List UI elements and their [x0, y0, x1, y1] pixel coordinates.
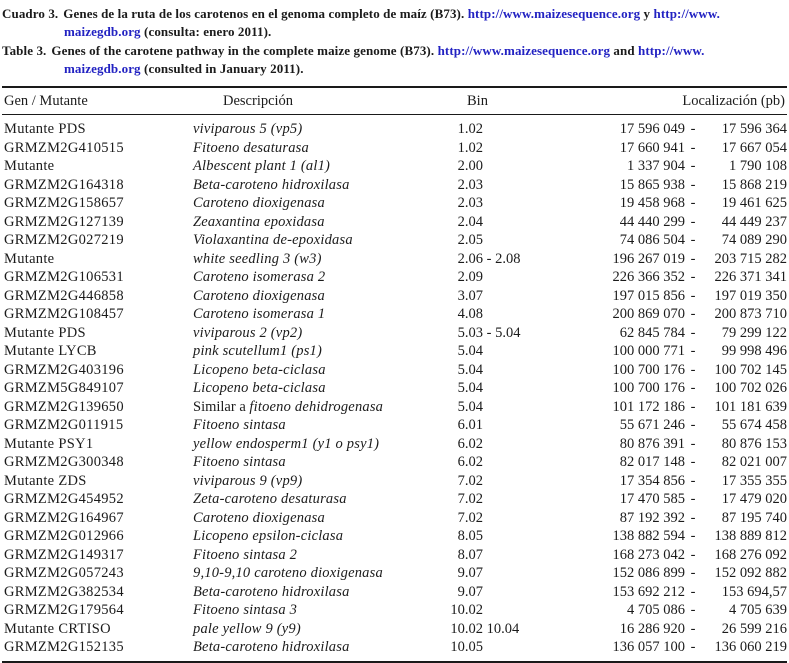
row-desc: pale yellow 9 (y9): [193, 620, 301, 637]
row-loc-end: 44 449 237: [721, 213, 787, 230]
table-row: [2, 139, 787, 158]
row-loc-end: 100 702 145: [714, 361, 787, 378]
link-maizegdb[interactable]: maizegdb.org: [64, 60, 141, 76]
row-loc-start: 74 086 504: [619, 232, 685, 248]
row-loc-dash: -: [690, 454, 696, 470]
row-loc-dash: -: [690, 620, 696, 637]
column-header-localization: Localización (pb): [682, 92, 785, 109]
row-loc-start: 17 660 941: [619, 139, 685, 156]
row-desc: white seedling 3 (w3): [193, 250, 322, 267]
row-desc: Fitoeno sintasa: [193, 454, 286, 470]
caption-label: Table 3.: [2, 43, 47, 58]
row-bin: 5.04: [457, 361, 483, 378]
gene-table-container: [2, 86, 787, 663]
column-header-bin: Bin: [467, 92, 488, 109]
row-bin-extra: - 2.08: [483, 250, 521, 267]
table-row: [2, 194, 787, 213]
row-loc-end: 1 790 108: [729, 158, 787, 174]
row-loc-start: 19 458 968: [619, 195, 685, 211]
table-row: [2, 509, 787, 528]
row-loc-start: 15 865 938: [619, 176, 685, 193]
row-bin: 2.04: [457, 213, 483, 230]
row-bin-extra: 10.04: [483, 620, 520, 637]
caption-text: Genes de la ruta de los carotenos en el genoma completo de maíz (B73).: [63, 6, 468, 21]
row-loc-start: 101 172 186: [612, 398, 685, 415]
row-bin: 2.06: [457, 250, 483, 267]
row-loc-end: 153 694,57: [721, 583, 787, 600]
row-desc: Albescent plant 1 (al1): [193, 158, 331, 174]
row-loc-dash: -: [690, 306, 696, 322]
row-loc-start: 44 440 299: [619, 213, 685, 230]
table-row: [2, 287, 787, 306]
row-desc: Caroteno isomerasa 1: [193, 306, 326, 322]
row-gene: GRMZM2G410515: [4, 139, 124, 156]
row-bin: 5.04: [457, 398, 483, 415]
row-loc-dash: -: [690, 491, 696, 507]
row-bin: 6.01: [457, 417, 483, 433]
row-loc-start: 153 692 212: [612, 583, 685, 600]
row-bin: 2.00: [457, 158, 483, 174]
row-bin: 2.03: [457, 195, 483, 211]
row-bin: 4.08: [457, 306, 483, 322]
row-bin: 10.05: [450, 639, 483, 655]
row-loc-dash: -: [690, 602, 696, 618]
row-gene: GRMZM2G152135: [4, 639, 124, 655]
row-gene: Mutante PDS: [4, 324, 86, 341]
row-loc-start: 197 015 856: [612, 287, 685, 304]
row-gene: Mutante PDS: [4, 121, 86, 137]
row-desc: Violaxantina de-epoxidasa: [193, 232, 353, 248]
caption-english-line2: [2, 60, 787, 78]
row-loc-end: 15 868 219: [721, 176, 787, 193]
row-loc-end: 100 702 026: [714, 380, 787, 396]
caption-english-line1: [2, 42, 787, 60]
link-maizesequence[interactable]: http://www.maizesequence.org: [467, 6, 641, 21]
table-row: [2, 305, 787, 324]
row-loc-dash: -: [690, 176, 696, 193]
row-bin: 5.04: [457, 380, 483, 396]
row-loc-end: 17 479 020: [721, 491, 787, 507]
row-loc-end: 80 876 153: [721, 435, 787, 452]
row-loc-end: 203 715 282: [714, 250, 787, 267]
row-loc-end: 152 092 882: [714, 565, 787, 581]
row-loc-end: 17 596 364: [721, 121, 787, 137]
row-gene: GRMZM2G057243: [4, 565, 124, 581]
row-desc: Caroteno dioxigenasa: [193, 509, 325, 526]
row-desc: Caroteno dioxigenasa: [193, 287, 325, 304]
row-loc-dash: -: [690, 398, 696, 415]
caption-spanish: [2, 5, 787, 40]
row-loc-end: 99 998 496: [721, 343, 787, 359]
link-maizegdb[interactable]: maizegdb.org: [64, 23, 141, 39]
gene-table: [2, 86, 787, 663]
row-desc: Beta-caroteno hidroxilasa: [193, 639, 350, 655]
row-loc-start: 1 337 904: [627, 158, 685, 174]
row-loc-dash: -: [690, 287, 696, 304]
table-row: [2, 638, 787, 657]
caption-label: Cuadro 3.: [2, 6, 59, 21]
row-loc-end: 17 355 355: [721, 472, 787, 489]
table-row: [2, 120, 787, 139]
table-row: [2, 435, 787, 454]
row-loc-start: 100 700 176: [612, 361, 685, 378]
row-desc: Caroteno isomerasa 2: [193, 269, 326, 285]
row-bin: 7.02: [457, 509, 483, 526]
row-loc-start: 17 596 049: [619, 121, 685, 137]
row-loc-dash: -: [690, 380, 696, 396]
caption-english: [2, 42, 787, 77]
row-gene: GRMZM2G139650: [4, 398, 124, 415]
row-bin-extra: - 5.04: [483, 324, 521, 341]
row-loc-dash: -: [690, 232, 696, 248]
table-row: [2, 157, 787, 176]
row-bin: 2.03: [457, 176, 483, 193]
row-bin: 10.02: [450, 620, 483, 637]
row-bin: 6.02: [457, 435, 483, 452]
table-row: [2, 176, 787, 195]
table-row: [2, 231, 787, 250]
row-gene: GRMZM2G158657: [4, 195, 124, 211]
caption-spanish-line2: [2, 23, 787, 41]
table-row: [2, 416, 787, 435]
row-gene: GRMZM2G403196: [4, 361, 124, 378]
column-header-description: Descripción: [223, 92, 294, 109]
row-desc: Caroteno dioxigenasa: [193, 195, 325, 211]
row-gene: Mutante: [4, 158, 55, 174]
row-loc-end: 200 873 710: [714, 306, 787, 322]
row-loc-start: 87 192 392: [619, 509, 685, 526]
row-gene: GRMZM2G012966: [4, 528, 124, 544]
row-bin: 8.05: [457, 528, 483, 544]
row-bin: 10.02: [450, 602, 483, 618]
row-loc-dash: -: [690, 435, 696, 452]
row-gene: GRMZM2G164318: [4, 176, 124, 193]
row-desc: Licopeno epsilon-ciclasa: [193, 528, 344, 544]
row-gene: GRMZM2G382534: [4, 583, 124, 600]
table-row: [2, 268, 787, 287]
row-desc: Zeta-caroteno desaturasa: [193, 491, 347, 507]
row-loc-start: 196 267 019: [612, 250, 685, 267]
row-loc-start: 82 017 148: [619, 454, 685, 470]
row-loc-dash: -: [690, 417, 696, 433]
row-bin: 1.02: [457, 139, 483, 156]
caption-tail: (consulted in January 2011).: [140, 60, 304, 76]
table-row: [2, 398, 787, 417]
row-loc-dash: -: [690, 269, 696, 285]
table-row: [2, 342, 787, 361]
row-bin: 3.07: [457, 287, 483, 304]
row-loc-dash: -: [690, 509, 696, 526]
row-loc-end: 19 461 625: [721, 195, 787, 211]
table-header: [2, 87, 787, 115]
row-gene: GRMZM2G446858: [4, 287, 124, 304]
caption-tail: (consulta: enero 2011).: [140, 23, 272, 39]
row-desc: Zeaxantina epoxidasa: [193, 213, 325, 230]
row-loc-dash: -: [690, 528, 696, 544]
table-row: [2, 250, 787, 269]
table-row: [2, 361, 787, 380]
row-loc-dash: -: [690, 139, 696, 156]
row-bin: 1.02: [457, 121, 483, 137]
table-row: [2, 564, 787, 583]
row-desc: Fitoeno sintasa 3: [193, 602, 298, 618]
row-loc-start: 200 869 070: [612, 306, 685, 322]
row-loc-start: 226 366 352: [612, 269, 685, 285]
row-desc: viviparous 5 (vp5): [193, 121, 303, 137]
row-bin: 5.04: [457, 343, 483, 359]
row-desc: Licopeno beta-ciclasa: [193, 380, 326, 396]
row-loc-end: 79 299 122: [721, 324, 787, 341]
row-loc-start: 168 273 042: [612, 546, 685, 563]
table-row: [2, 601, 787, 620]
row-gene: GRMZM5G849107: [4, 380, 124, 396]
row-desc: 9,10-9,10 caroteno dioxigenasa: [193, 565, 383, 581]
row-loc-dash: -: [690, 213, 696, 230]
table-row: [2, 546, 787, 565]
row-loc-end: 87 195 740: [721, 509, 787, 526]
row-bin: 9.07: [457, 565, 483, 581]
row-gene: GRMZM2G179564: [4, 602, 124, 618]
row-desc: Fitoeno desaturasa: [193, 139, 309, 156]
row-loc-end: 197 019 350: [714, 287, 787, 304]
row-desc: Fitoeno sintasa 2: [193, 546, 298, 563]
row-bin: 7.02: [457, 472, 483, 489]
row-bin: 2.05: [457, 232, 483, 248]
table-row: [2, 583, 787, 602]
link-maizesequence[interactable]: http://www.maizesequence.org: [437, 43, 611, 58]
row-gene: GRMZM2G127139: [4, 213, 124, 230]
row-desc: viviparous 2 (vp2): [193, 324, 303, 341]
row-loc-dash: -: [690, 121, 696, 137]
row-loc-start: 80 876 391: [619, 435, 685, 452]
row-loc-start: 62 845 784: [619, 324, 685, 341]
row-loc-start: 138 882 594: [612, 528, 685, 544]
row-gene: Mutante LYCB: [4, 343, 97, 359]
row-loc-end: 226 371 341: [714, 269, 787, 285]
table-body: [2, 115, 787, 661]
row-bin: 9.07: [457, 583, 483, 600]
row-loc-end: 55 674 458: [721, 417, 787, 433]
row-gene: GRMZM2G027219: [4, 232, 124, 248]
row-loc-dash: -: [690, 639, 696, 655]
row-loc-end: 101 181 639: [714, 398, 787, 415]
row-loc-end: 74 089 290: [721, 232, 787, 248]
row-loc-end: 17 667 054: [721, 139, 787, 156]
row-loc-start: 16 286 920: [619, 620, 685, 637]
table-row: [2, 379, 787, 398]
row-desc: Licopeno beta-ciclasa: [193, 361, 326, 378]
column-header-gene: Gen / Mutante: [4, 92, 88, 109]
row-gene: Mutante PSY1: [4, 435, 94, 452]
row-loc-dash: -: [690, 324, 696, 341]
row-loc-dash: -: [690, 158, 696, 174]
row-bin: 7.02: [457, 491, 483, 507]
table-row: [2, 453, 787, 472]
row-desc: Beta-caroteno hidroxilasa: [193, 583, 350, 600]
table-row: [2, 490, 787, 509]
row-loc-dash: -: [690, 195, 696, 211]
row-bin: 5.03: [457, 324, 483, 341]
row-desc-roman: Similar a: [193, 398, 250, 415]
row-bin: 8.07: [457, 546, 483, 563]
row-loc-dash: -: [690, 546, 696, 563]
row-loc-end: 138 889 812: [714, 528, 787, 544]
row-loc-start: 100 000 771: [612, 343, 685, 359]
row-loc-end: 82 021 007: [721, 454, 787, 470]
table-row: [2, 472, 787, 491]
row-desc: Fitoeno sintasa: [193, 417, 286, 433]
caption-conjunction: y: [640, 6, 654, 21]
row-gene: GRMZM2G454952: [4, 491, 124, 507]
row-loc-end: 136 060 219: [714, 639, 787, 655]
row-gene: GRMZM2G106531: [4, 269, 124, 285]
caption-spanish-line1: [2, 5, 787, 23]
row-gene: GRMZM2G164967: [4, 509, 124, 526]
row-gene: Mutante CRTISO: [4, 620, 111, 637]
table-row: [2, 213, 787, 232]
table-row: [2, 527, 787, 546]
row-gene: Mutante: [4, 250, 55, 267]
row-loc-start: 4 705 086: [627, 602, 685, 618]
table-row: [2, 620, 787, 639]
row-loc-end: 4 705 639: [729, 602, 787, 618]
row-loc-start: 55 671 246: [619, 417, 685, 433]
row-gene: GRMZM2G108457: [4, 306, 124, 322]
table-row: [2, 324, 787, 343]
row-bin: 2.09: [457, 269, 483, 285]
row-loc-dash: -: [690, 250, 696, 267]
caption-conjunction: and: [610, 43, 639, 58]
row-loc-start: 152 086 899: [612, 565, 685, 581]
row-loc-dash: -: [690, 583, 696, 600]
row-bin: 6.02: [457, 454, 483, 470]
row-loc-dash: -: [690, 343, 696, 359]
row-loc-start: 136 057 100: [612, 639, 685, 655]
row-desc: pink scutellum1 (ps1): [193, 343, 323, 359]
row-desc: viviparous 9 (vp9): [193, 472, 303, 489]
row-loc-end: 168 276 092: [714, 546, 787, 563]
link-maizegdb-prefix[interactable]: http://www.: [653, 6, 720, 21]
row-loc-start: 17 470 585: [619, 491, 685, 507]
caption-text: Genes of the carotene pathway in the complete maize genome (B73).: [51, 43, 438, 58]
row-loc-dash: -: [690, 565, 696, 581]
row-loc-start: 100 700 176: [612, 380, 685, 396]
row-loc-dash: -: [690, 472, 696, 489]
table-bottom-rule: [2, 661, 787, 662]
row-gene: GRMZM2G149317: [4, 546, 124, 563]
row-loc-start: 17 354 856: [619, 472, 685, 489]
row-desc: yellow endosperm1 (y1 o psy1): [193, 435, 380, 452]
row-desc: fitoeno dehidrogenasa: [249, 398, 384, 415]
row-gene: GRMZM2G011915: [4, 417, 124, 433]
row-desc: Beta-caroteno hidroxilasa: [193, 176, 350, 193]
row-gene: GRMZM2G300348: [4, 454, 124, 470]
link-maizegdb-prefix[interactable]: http://www.: [638, 43, 705, 58]
row-gene: Mutante ZDS: [4, 472, 87, 489]
row-loc-end: 26 599 216: [721, 620, 787, 637]
row-loc-dash: -: [690, 361, 696, 378]
